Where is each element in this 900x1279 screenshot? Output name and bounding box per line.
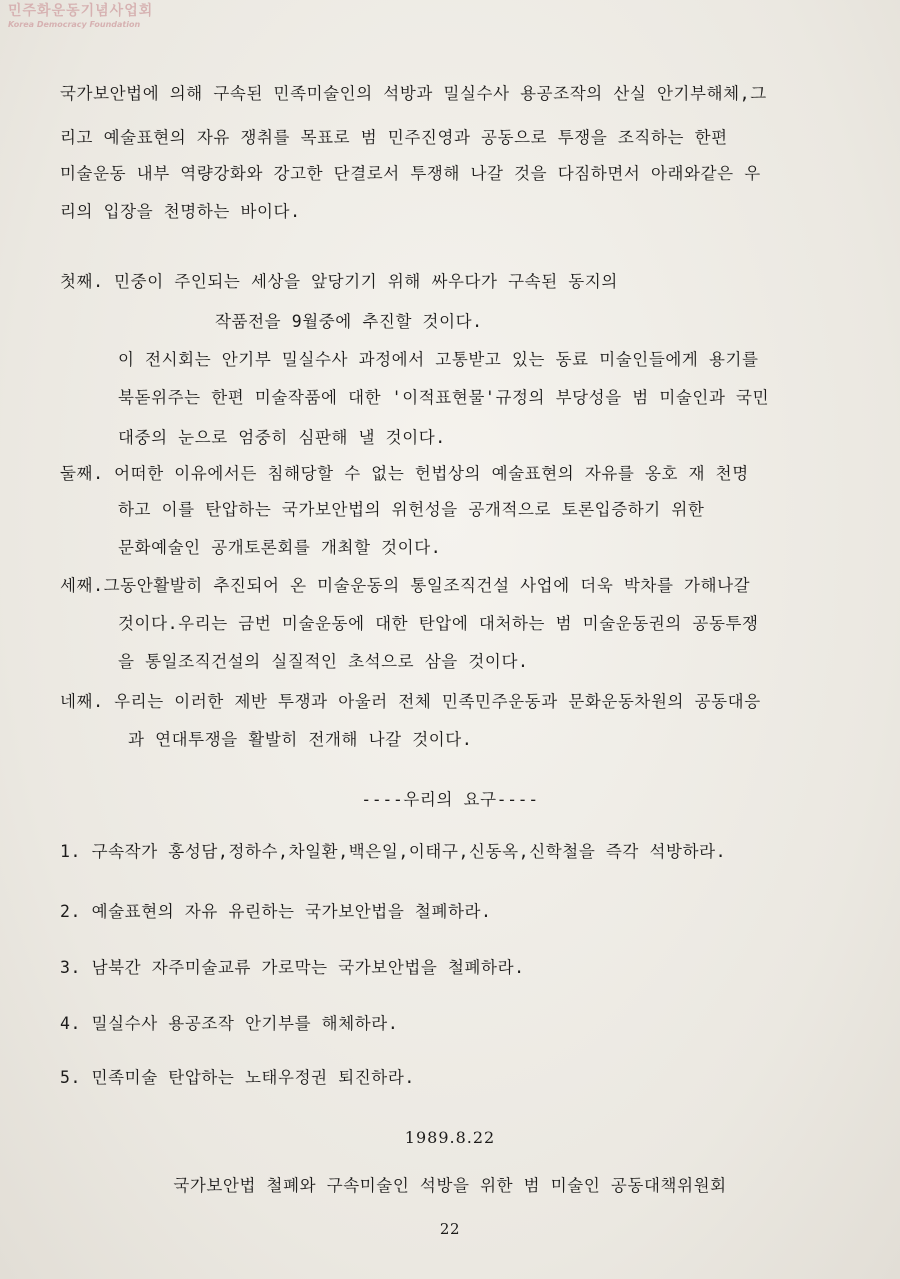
resolution-line: 이 전시회는 안기부 밀실수사 과정에서 고통받고 있는 동료 미술인들에게 용기를	[118, 350, 759, 369]
document-date: 1989.8.22	[404, 1128, 496, 1147]
resolution-line: 과 연대투쟁을 활발히 전개해 나갈 것이다.	[128, 730, 473, 749]
page-number: 22	[439, 1220, 461, 1238]
demand-item: 3. 남북간 자주미술교류 가로막는 국가보안법을 철폐하라.	[60, 958, 525, 977]
resolution-first-heading: 첫째. 민중이 주인되는 세상을 앞당기기 위해 싸우다가 구속된 동지의	[60, 272, 618, 291]
watermark	[8, 4, 153, 29]
demand-item: 2. 예술표현의 자유 유린하는 국가보안법을 철폐하라.	[60, 902, 492, 921]
demand-item: 4. 밀실수사 용공조작 안기부를 해체하라.	[60, 1014, 399, 1033]
resolution-line: 작품전을 9월중에 추진할 것이다.	[215, 312, 483, 331]
watermark-english: Korea Democracy Foundation	[8, 20, 141, 29]
resolution-line: 것이다.우리는 금번 미술운동에 대한 탄압에 대처하는 범 미술운동권의 공동투쟁	[118, 614, 759, 633]
resolution-fourth-heading: 네째. 우리는 이러한 제반 투쟁과 아울러 전체 민족민주운동과 문화운동차원의 공동대응	[60, 692, 761, 711]
demand-item: 5. 민족미술 탄압하는 노태우정권 퇴진하라.	[60, 1068, 415, 1087]
demands-heading: ----우리의 요구----	[361, 790, 539, 809]
signatory-organization: 국가보안법 철폐와 구속미술인 석방을 위한 범 미술인 공동대책위원회	[173, 1176, 727, 1195]
resolution-line: 을 통일조직건설의 실질적인 초석으로 삼을 것이다.	[118, 652, 529, 671]
intro-line: 리고 예술표현의 자유 쟁취를 목표로 범 민주진영과 공동으로 투쟁을 조직하는 한편	[60, 128, 728, 147]
resolution-line: 북돋위주는 한편 미술작품에 대한 '이적표현물'규정의 부당성을 범 미술인과 국민	[118, 388, 770, 407]
resolution-third-heading: 세째.그동안활발히 추진되어 온 미술운동의 통일조직건설 사업에 더욱 박차를 가해나갈	[60, 576, 751, 595]
intro-line: 미술운동 내부 역량강화와 강고한 단결로서 투쟁해 나갈 것을 다짐하면서 아래와같은 우	[60, 164, 761, 183]
resolution-line: 문화예술인 공개토론회를 개최할 것이다.	[118, 538, 442, 557]
resolution-second-heading: 둘째. 어떠한 이유에서든 침해당할 수 없는 헌법상의 예술표현의 자유를 옹호 재 천명	[60, 464, 749, 483]
demand-item: 1. 구속작가 홍성담,정하수,차일환,백은일,이태구,신동옥,신학철을 즉각 석방하라.	[60, 842, 727, 861]
resolution-line: 대중의 눈으로 엄중히 심판해 낼 것이다.	[118, 428, 446, 447]
intro-line: 리의 입장을 천명하는 바이다.	[60, 202, 301, 221]
resolution-line: 하고 이를 탄압하는 국가보안법의 위헌성을 공개적으로 토론입증하기 위한	[118, 500, 705, 519]
intro-line: 국가보안법에 의해 구속된 민족미술인의 석방과 밀실수사 용공조작의 산실 안기부해체,그	[60, 84, 767, 103]
watermark-korean: 민주화운동기념사업회	[8, 3, 154, 19]
